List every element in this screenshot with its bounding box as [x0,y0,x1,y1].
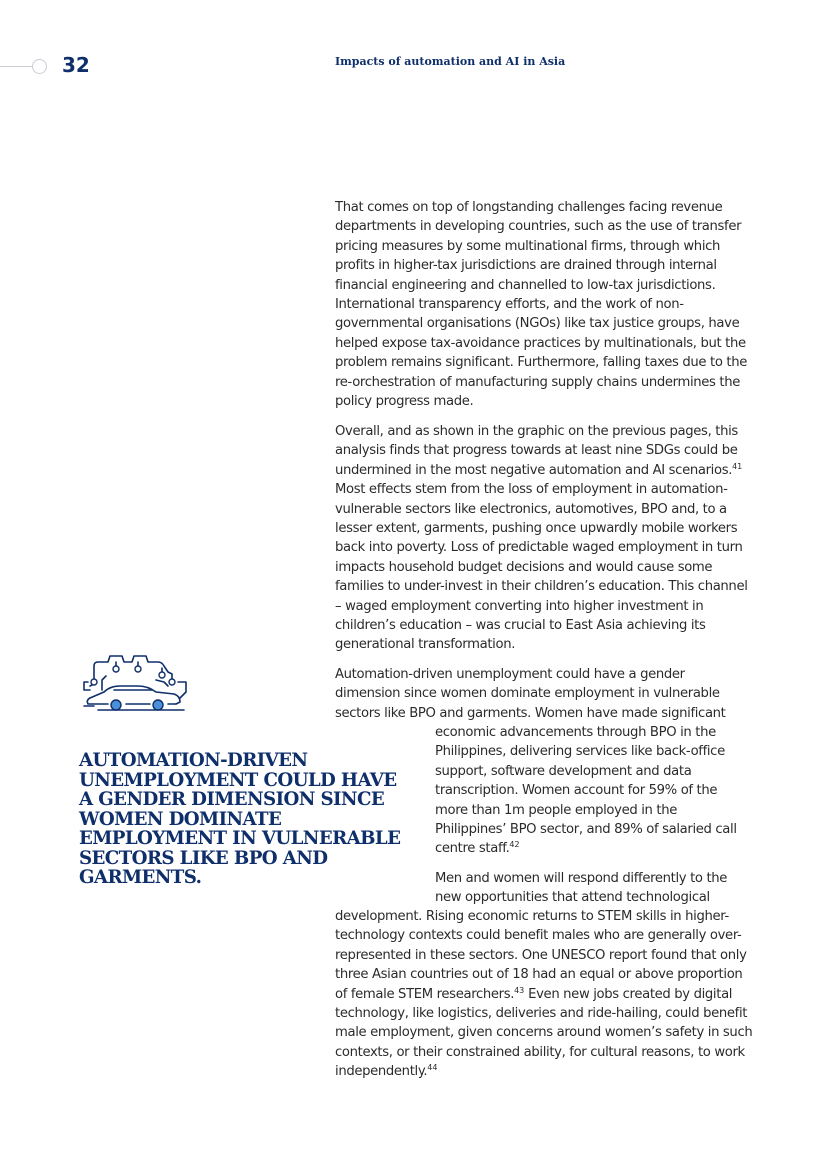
paragraph-stem-cont [335,907,753,1082]
paragraph-text: economic advancements through BPO in the Philippines, delivering services like back-office support, software development and data transcription. Women account for 59% of the more than 1m people employed in the Philippines’ BPO sector, and 89% of salaried call centre staff. [435,725,737,857]
paragraph-gender-dimension-cont [435,723,745,859]
paragraph-text: Overall, and as shown in the graphic on the previous pages, this analysis finds that progress towards at least nine SDGs could be undermined in the most negative automation and AI scenarios. [335,424,738,478]
paragraph-text: Even new jobs created by digital technology, like logistics, deliveries and ride-hailing, could benefit male employment, given concerns around women’s safety in such contexts, or their constrained ability, for cultural reasons, to work independently. [335,986,753,1080]
paragraph-text: Men and women will respond differently to the new opportunities that attend technological [435,871,728,906]
page-number: 32 [62,53,90,77]
paragraph-gender-dimension-start [335,665,745,723]
footnote-ref[interactable]: 43 [514,985,525,995]
footnote-ref[interactable]: 41 [732,461,743,471]
paragraph-text: Automation-driven unemployment could have a gender dimension since women dominate employment in vulnerable sectors like BPO and garments. Women have made significant [335,667,726,721]
running-title: Impacts of automation and AI in Asia [335,55,566,68]
paragraph-stem-start [435,869,745,908]
automation-car-network-icon [80,652,192,714]
pull-quote: AUTOMATION-DRIVEN UNEMPLOYMENT COULD HAVE A GENDER DIMENSION SINCE WOMEN DOMINATE EMPLOYMENT IN VULNERABLE SECTORS LIKE BPO AND GARMENTS. [79,750,401,888]
header-rule [0,66,33,67]
paragraph-transfer-pricing [335,198,751,411]
header-circle-marker [32,59,47,74]
paragraph-text: development. Rising economic returns to STEM skills in higher-technology contexts could benefit males who are generally over-represented in these sectors. One UNESCO report found that only three Asian countries out of 18 had an equal or above proportion of female STEM researchers. [335,909,747,1002]
paragraph-text: Most effects stem from the loss of employment in automation-vulnerable sectors like electronics, automotives, BPO and, to a lesser extent, garments, pushing once upwardly mobile workers back into poverty. Loss of predictable waged employment in turn impacts household budget decisions and would cause some families to under-invest in their children’s education. This channel – waged employment converting into higher investment in children’s education – was crucial to East Asia achieving its generational transformation. [335,482,748,653]
paragraph-sdg-impact [335,422,751,655]
footnote-ref[interactable]: 44 [427,1063,438,1073]
paragraph-text: That comes on top of longstanding challenges facing revenue departments in developing countries, such as the use of transfer pricing measures by some multinational firms, through which profits in higher-tax jurisdictions are drained through internal financial engineering and channelled to low-tax jurisdictions. International transparency efforts, and the work of non-governmental organisations (NGOs) like tax justice groups, have helped expose tax-avoidance practices by multinationals, but the problem remains significant. Furthermore, falling taxes due to the re-orchestration of manufacturing supply chains undermines the policy progress made. [335,200,747,410]
footnote-ref[interactable]: 42 [509,840,520,850]
